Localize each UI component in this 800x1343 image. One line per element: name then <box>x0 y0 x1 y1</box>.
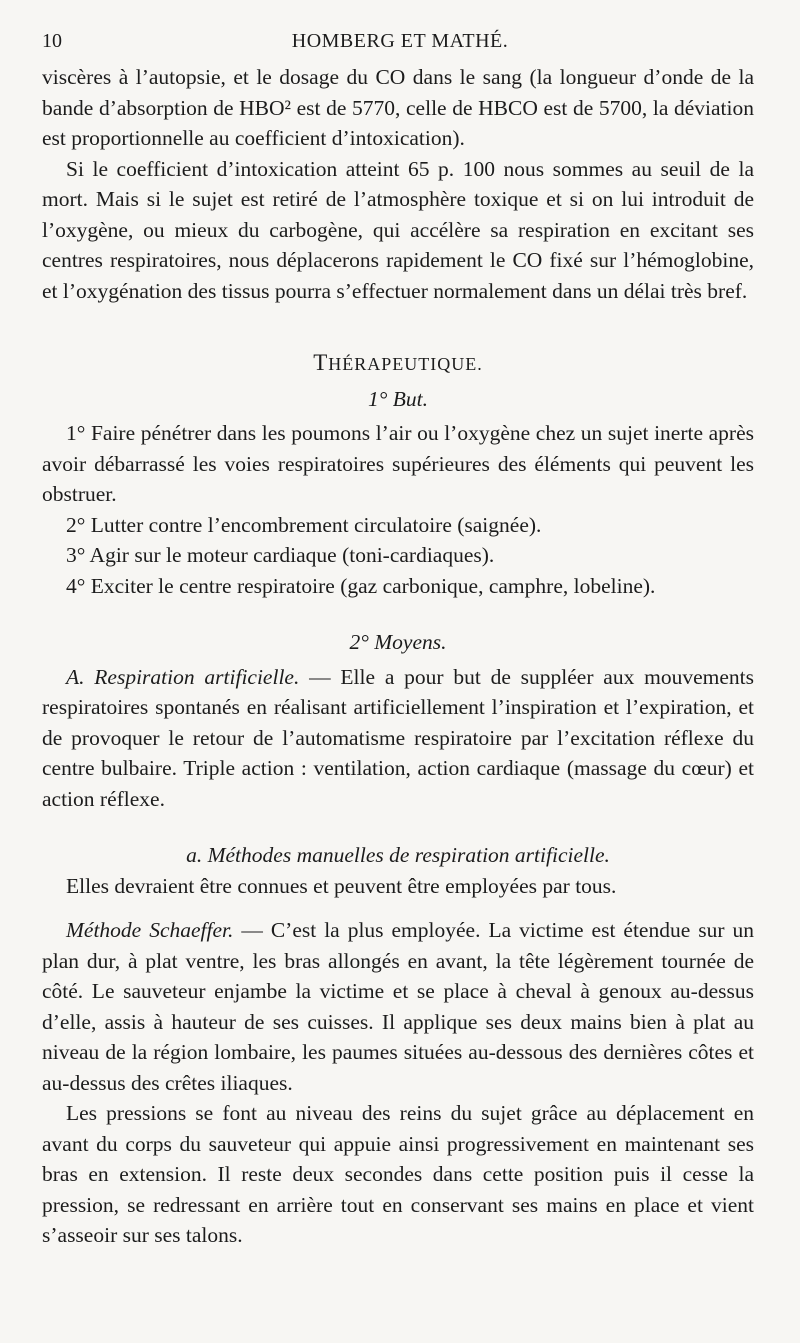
list-item: 1° Faire pénétrer dans les poumons l’air ou l’oxygène chez un sujet inerte après avoir débarrassé les voies respiratoires supérieures des éléments qui peuvent les obstruer. <box>42 421 754 506</box>
section-heading-therapeutique: THÉRAPEUTIQUE. <box>313 350 483 375</box>
page-number: 10 <box>42 30 62 52</box>
intro-paragraph-2: Si le coefficient d’intoxication atteint 65 p. 100 nous sommes au seuil de la mort. Mais si le sujet est retiré de l’atmosphère toxique et si on lui introduit de l’oxygène, ou mieux du carbogène, qui accélère sa respiration en excitant ses centres respiratoires, nous déplacerons rapidement le CO fixé sur l’hémoglobine, et l’oxygénation des tissus pourra s’effectuer normalement dans un délai très bref. <box>42 156 754 303</box>
schaeffer-paragraph: Méthode Schaeffer. — C’est la plus employée. La victime est étendue sur un plan dur, à plat ventre, les bras allongés en avant, la tête légèrement tournée de côté. Le sauveteur enjambe la victime et se place à cheval à genoux au-dessus d’elle, assis à hauteur de ses cuisses. Il applique ses deux mains bien à plat au niveau de la région lombaire, les paumes situées au-dessous des dernières côtes et au-dessus des crêtes iliaques. <box>42 918 755 1095</box>
page-body <box>42 62 754 1251</box>
intro-paragraph-1: viscères à l’autopsie, et le dosage du CO dans le sang (la longueur d’onde de la bande d’absorption de HBO² est de 5770, celle de HBCO est de 5700, la déviation est proportionnelle au coefficient d’intoxication). <box>42 65 754 150</box>
methodes-paragraph: Elles devraient être connues et peuvent être employées par tous. <box>66 873 617 898</box>
page-header <box>42 26 758 58</box>
list-item: 4° Exciter le centre respiratoire (gaz carbonique, camphre, lobeline). <box>66 573 656 598</box>
list-item: 2° Lutter contre l’encombrement circulatoire (saignée). <box>66 512 542 537</box>
subheading-methodes: a. Méthodes manuelles de respiration artificielle. <box>186 843 610 867</box>
running-title: HOMBERG ET MATHÉ. <box>291 30 509 52</box>
subheading-but: 1° But. <box>368 386 428 411</box>
list-item: 3° Agir sur le moteur cardiaque (toni-cardiaques). <box>66 543 495 567</box>
schaeffer-label: Méthode Schaeffer. <box>66 918 234 942</box>
respiration-paragraph: A. Respiration artificielle. — Elle a pour but de suppléer aux mouvements respiratoires spontanés en réalisant artificiellement l’inspiration et l’expiration, et de provoquer le retour de l’automatisme respiratoire par l’excitation réflexe du centre bulbaire. Triple action : ventilation, action cardiaque (massage du cœur) et action réflexe. <box>42 664 754 811</box>
respiration-label: A. Respiration artificielle. <box>66 664 300 689</box>
pressions-paragraph: Les pressions se font au niveau des reins du sujet grâce au déplacement en avant du corps du sauveteur qui appuie ainsi progressivement en maintenant ses bras en extension. Il reste deux secondes dans cette position puis il cesse la pression, se redressant en arrière tout en conservant ses mains en place et vient s’asseoir sur ses talons. <box>42 1101 754 1247</box>
subheading-moyens: 2° Moyens. <box>349 630 447 654</box>
